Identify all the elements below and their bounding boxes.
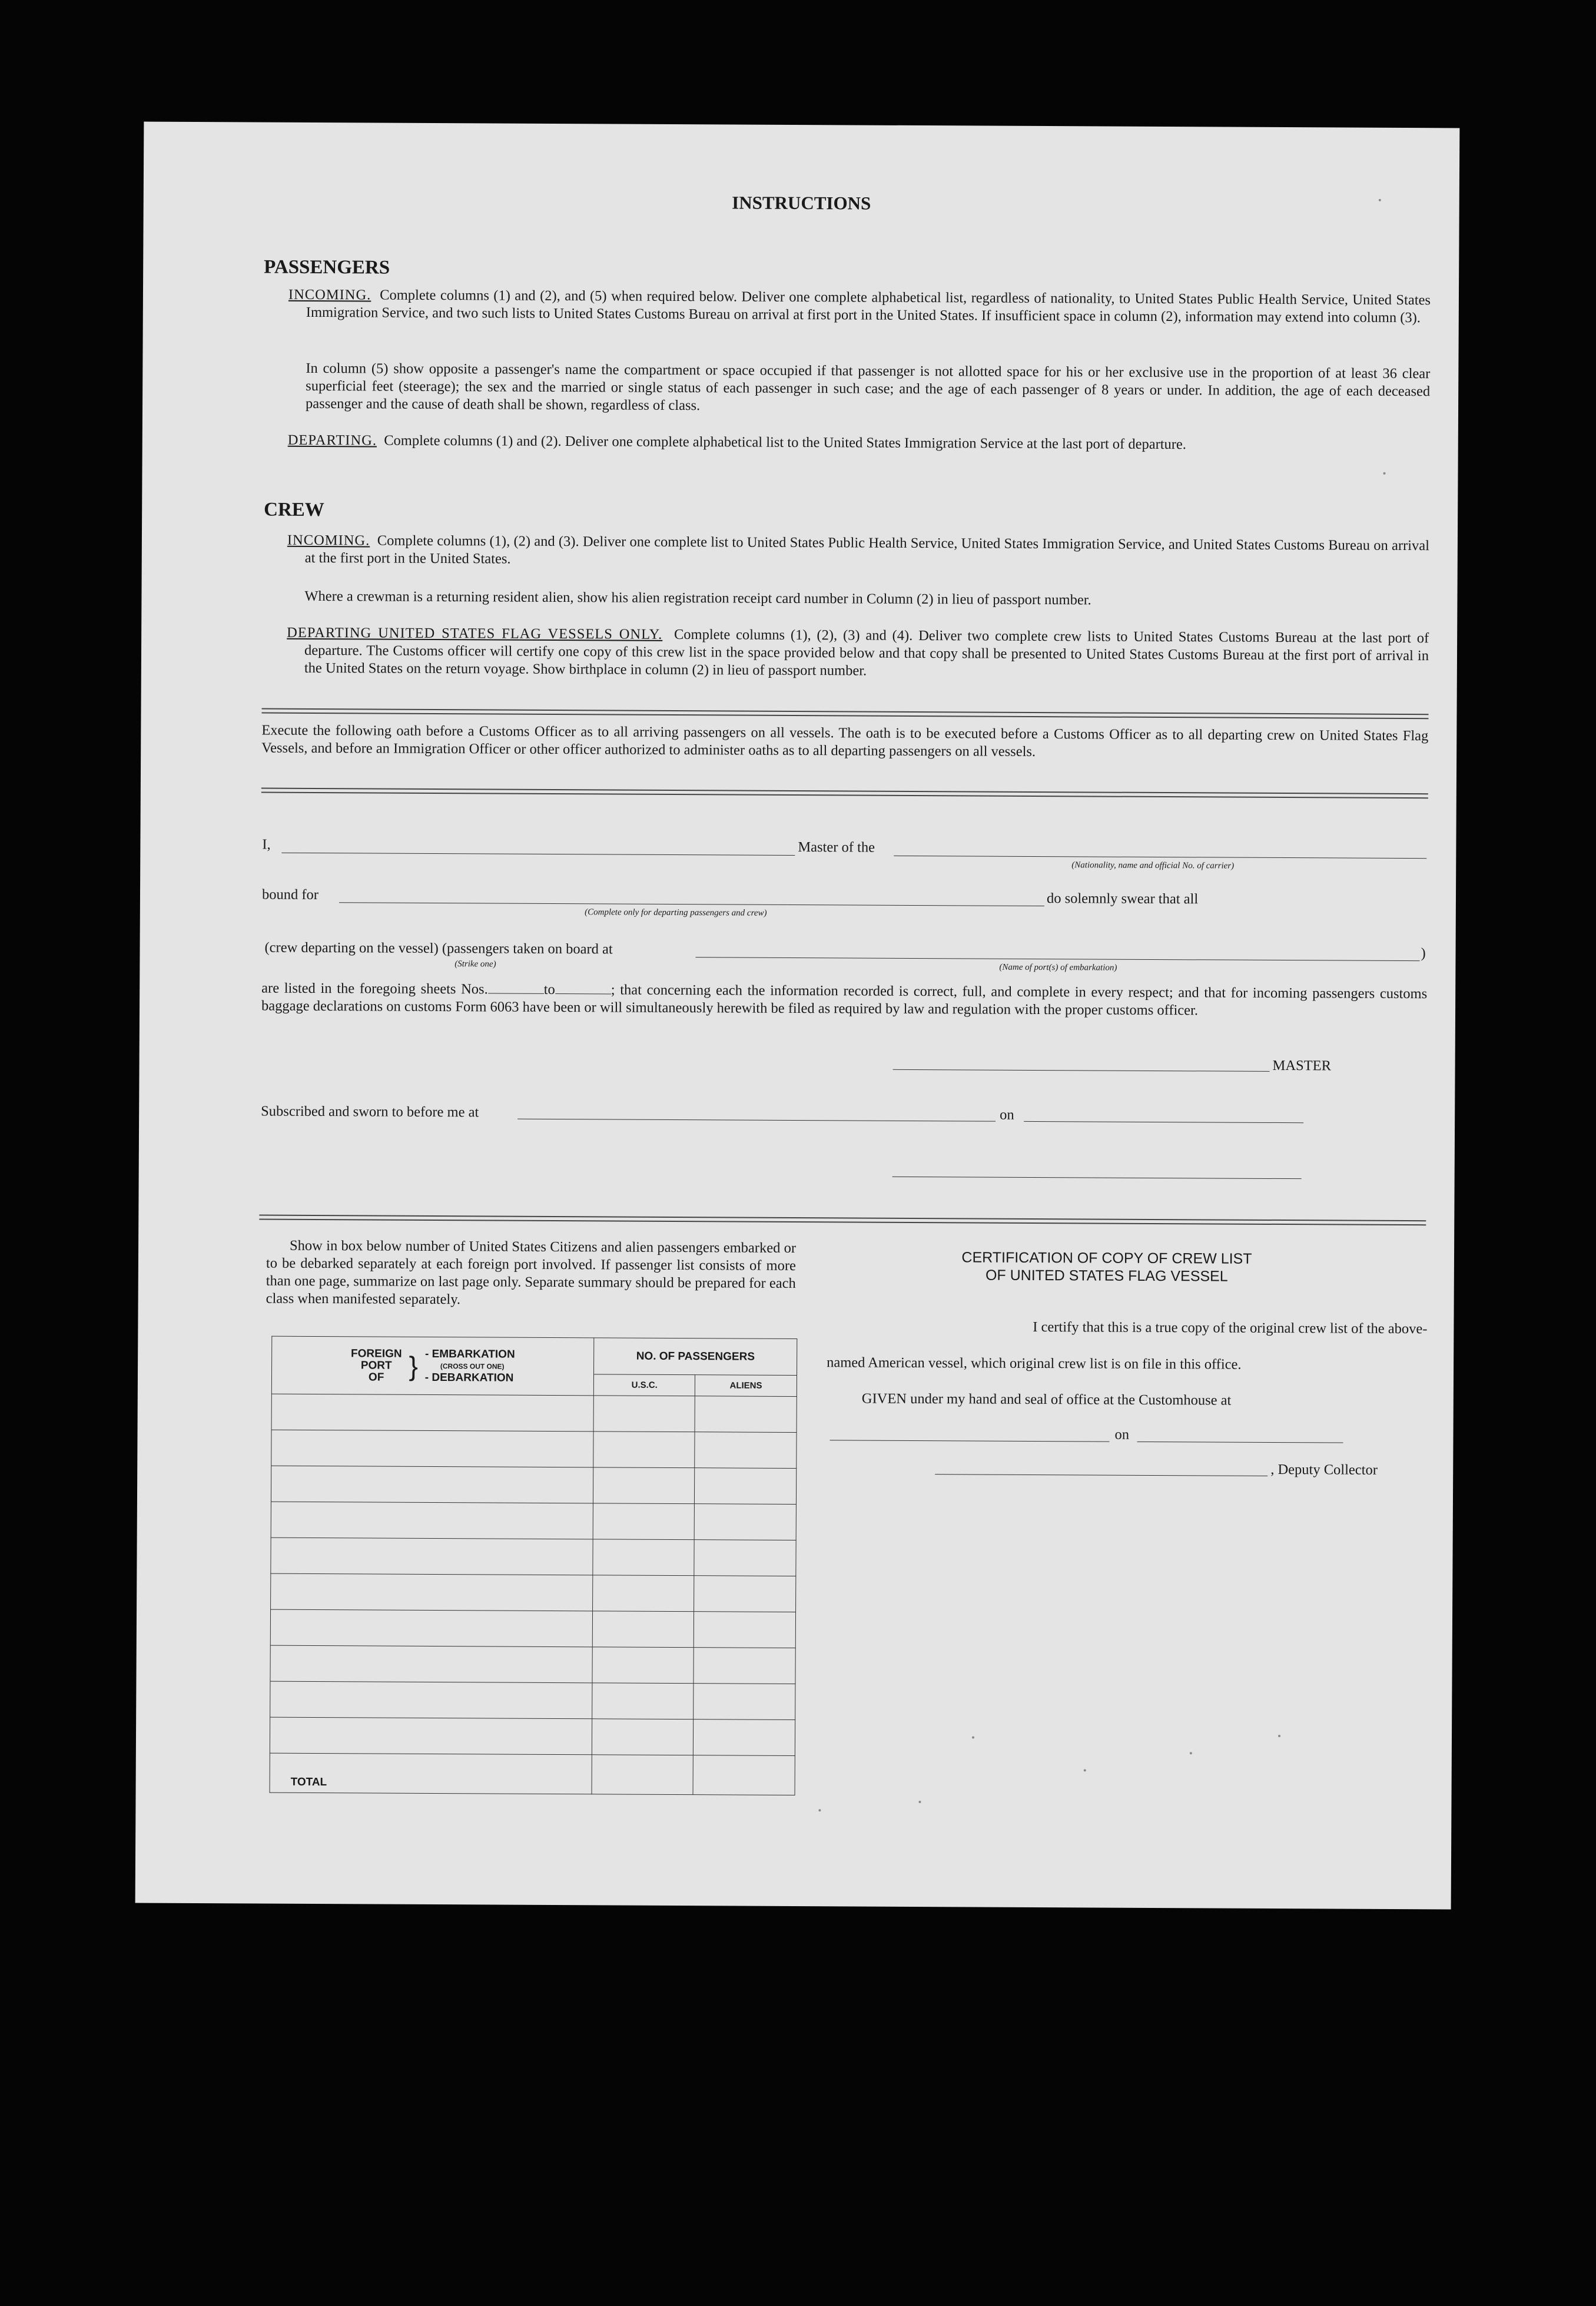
master-name-field[interactable]	[281, 853, 795, 856]
crew-resident-paragraph: Where a crewman is a returning resident alien, show his alien registration receipt card number in Column (2) in lieu of passport number.	[304, 588, 1091, 608]
usc-cell[interactable]	[592, 1719, 694, 1755]
port-column-header	[271, 1336, 594, 1396]
usc-cell[interactable]	[592, 1683, 694, 1719]
port-cell[interactable]	[271, 1394, 594, 1432]
vessel-field[interactable]	[894, 856, 1426, 859]
aliens-cell[interactable]	[694, 1684, 795, 1720]
aliens-cell[interactable]	[694, 1648, 795, 1684]
master-label: MASTER	[1272, 1057, 1332, 1074]
page-title: INSTRUCTIONS	[732, 192, 871, 214]
oath-intro: Execute the following oath before a Customs Officer as to all arriving passengers on all vessels. The oath is to be executed before a Customs Officer as to all departing crew on United States Flag Vessels, and before an Immigration Officer or other officer authorized to administer oaths as to all departing passengers on all vessels.	[261, 722, 1429, 760]
passengers-heading: PASSENGERS	[264, 256, 390, 279]
crew-departing-label-line: (crew departing on the vessel) (passengers taken on board at	[264, 939, 613, 957]
passengers-departing-label: DEPARTING.	[287, 432, 377, 449]
table-row	[271, 1466, 796, 1504]
crew-incoming-label: INCOMING.	[287, 532, 370, 549]
brace-icon: }	[409, 1350, 419, 1381]
double-rule	[259, 1215, 1426, 1226]
swear-label: do solemnly swear that all	[1046, 890, 1199, 907]
crew-incoming-paragraph	[287, 532, 1429, 572]
master-signature-field[interactable]	[893, 1069, 1270, 1072]
certification-title-line2: OF UNITED STATES FLAG VESSEL	[985, 1267, 1228, 1285]
debarkation-label: - DEBARKATION	[424, 1371, 514, 1384]
usc-cell[interactable]	[593, 1539, 694, 1576]
speck	[818, 1809, 821, 1811]
usc-cell[interactable]	[593, 1611, 694, 1648]
aliens-header: ALIENS	[695, 1375, 797, 1397]
passenger-summary-table	[270, 1336, 798, 1795]
bound-for-hint: (Complete only for departing passengers and crew)	[585, 907, 767, 918]
usc-cell[interactable]	[593, 1467, 695, 1504]
foreign-label: FOREIGN	[351, 1347, 402, 1360]
port-label: PORT	[360, 1359, 392, 1372]
speck	[1379, 199, 1381, 201]
usc-cell[interactable]	[593, 1503, 695, 1540]
given-line: GIVEN under my hand and seal of office at the Customhouse at	[861, 1390, 1232, 1409]
officer-signature-field[interactable]	[892, 1177, 1302, 1179]
sheets-to-label: to	[543, 981, 555, 998]
bound-for-field[interactable]	[339, 902, 1044, 906]
vessel-hint: (Nationality, name and official No. of carrier)	[1071, 860, 1235, 871]
aliens-cell[interactable]	[694, 1719, 795, 1756]
aliens-cell[interactable]	[694, 1576, 796, 1612]
no-passengers-header: NO. OF PASSENGERS	[594, 1338, 797, 1376]
port-cell[interactable]	[270, 1609, 593, 1647]
speck	[1084, 1769, 1086, 1771]
table-row	[270, 1645, 795, 1684]
form-sheet	[135, 122, 1460, 1910]
subscribed-label: Subscribed and sworn to before me at	[261, 1103, 479, 1121]
certification-title-line1: CERTIFICATION OF COPY OF CREW LIST	[961, 1249, 1252, 1267]
table-row	[270, 1609, 795, 1648]
sheet-from-field[interactable]	[488, 981, 544, 993]
crew-departing-label: DEPARTING UNITED STATES FLAG VESSELS ONLY.	[287, 624, 663, 642]
passengers-column5-paragraph: In column (5) show opposite a passenger's name the compartment or space occupied if that passenger is not allotted space for his or her exclusive use in the proportion of at least 36 clear superficial feet (steerage); the sex and the married or single status of each passenger in such case; and the age of each passenger of 8 years or under. In addition, the age of each deceased passenger and the cause of death shall be shown, regardless of class.	[306, 360, 1431, 414]
speck	[1190, 1752, 1192, 1754]
table-row	[270, 1681, 795, 1719]
aliens-cell[interactable]	[694, 1540, 796, 1576]
on-label: on	[1000, 1106, 1014, 1123]
table-row	[270, 1717, 795, 1755]
speck	[1383, 472, 1386, 475]
passengers-incoming-label: INCOMING.	[288, 286, 371, 303]
aliens-total-cell[interactable]	[693, 1755, 795, 1795]
usc-total-cell[interactable]	[592, 1755, 693, 1795]
table-row	[271, 1538, 796, 1576]
double-rule	[261, 708, 1428, 720]
speck	[1278, 1735, 1280, 1737]
oath-statement	[261, 980, 1427, 1021]
embarkation-label: - EMBARKATION	[424, 1347, 515, 1361]
passengers-incoming-text: Complete columns (1) and (2), and (5) when required below. Deliver one complete alphabetical list, regardless of nationality, to United States Public Health Service, United States Immigration Service, and two such lists to United States Customs Bureau on arrival at first port in the United States. If insufficient space in column (2), information may extend into column (3).	[306, 287, 1431, 326]
usc-cell[interactable]	[593, 1396, 695, 1432]
table-row	[271, 1573, 796, 1612]
of-label: OF	[368, 1370, 384, 1384]
port-cell[interactable]	[271, 1502, 593, 1539]
close-paren: )	[1421, 945, 1426, 962]
table-row	[271, 1394, 797, 1432]
passengers-departing-paragraph	[288, 432, 1430, 455]
passengers-incoming-paragraph	[288, 286, 1431, 327]
aliens-cell[interactable]	[694, 1504, 796, 1540]
crew-departing-text: Complete columns (1), (2), (3) and (4). Deliver two complete crew lists to United States Customs Bureau at the last port of departure. The Customs officer will certify one copy of this crew list in the space provided below and that copy shall be presented to United States Customs Bureau at the first port of arrival in the United States on the return voyage. Show birthplace in column (2) in lieu of passport number.	[304, 626, 1429, 679]
aliens-cell[interactable]	[694, 1612, 795, 1648]
double-rule	[261, 788, 1428, 799]
total-label: TOTAL	[270, 1753, 592, 1794]
usc-header: U.S.C.	[594, 1374, 695, 1396]
aliens-cell[interactable]	[695, 1396, 797, 1433]
bound-for-label: bound for	[261, 886, 319, 903]
summary-instructions: Show in box below number of United States Citizens and alien passengers embarked or to be debarked separately at each foreign port involved. If passenger list consists of more than one page, summarize on last page only. Separate summary should be prepared for each class when manifested separately.	[266, 1237, 797, 1308]
sheet-to-field[interactable]	[555, 982, 611, 994]
crew-departing-paragraph	[287, 624, 1429, 682]
deputy-collector-label: , Deputy Collector	[1270, 1461, 1378, 1478]
crew-incoming-text: Complete columns (1), (2) and (3). Deliver one complete list to United States Public Health Service, United States Immigration Service, and United States Customs Bureau on arrival at the first port in the United States.	[304, 532, 1429, 567]
table-row	[271, 1502, 796, 1540]
cross-out-label: (CROSS OUT ONE)	[440, 1361, 505, 1371]
certify-line1: I certify that this is a true copy of the original crew list of the above-	[1033, 1318, 1428, 1337]
cert-on-label: on	[1114, 1426, 1130, 1443]
usc-cell[interactable]	[592, 1647, 694, 1684]
sheets-label: are listed in the foregoing sheets Nos.	[261, 980, 488, 998]
statement-text: ; that concerning each the information recorded is correct, full, and complete in every respect; and that for incoming passengers customs baggage declarations on customs Form 6063 have been or will simultaneously herewith be filed as required by law and regulation with the proper customs officer.	[261, 982, 1428, 1019]
speck	[972, 1736, 974, 1738]
sworn-place-field[interactable]	[517, 1119, 996, 1122]
certify-line2: named American vessel, which original crew list is on file in this office.	[827, 1354, 1242, 1373]
port-cell[interactable]	[271, 1466, 593, 1503]
port-cell[interactable]	[270, 1717, 592, 1755]
sworn-date-field[interactable]	[1024, 1121, 1303, 1123]
aliens-cell[interactable]	[695, 1432, 797, 1469]
deputy-signature-field[interactable]	[935, 1474, 1267, 1476]
table-row	[271, 1430, 797, 1468]
customhouse-field[interactable]	[829, 1440, 1109, 1442]
oath-i-label: I,	[262, 836, 271, 853]
aliens-cell[interactable]	[695, 1468, 797, 1505]
total-row	[270, 1753, 795, 1795]
embarkation-port-field[interactable]	[695, 957, 1419, 961]
port-cell[interactable]	[271, 1573, 593, 1611]
usc-cell[interactable]	[593, 1575, 694, 1612]
usc-cell[interactable]	[593, 1432, 695, 1468]
crew-heading: CREW	[264, 499, 324, 521]
port-cell[interactable]	[270, 1645, 593, 1683]
speck	[918, 1801, 921, 1803]
port-cell[interactable]	[271, 1430, 594, 1467]
cert-date-field[interactable]	[1137, 1442, 1343, 1443]
port-cell[interactable]	[270, 1681, 593, 1719]
master-of-label: Master of the	[798, 839, 875, 856]
strike-hint: (Strike one)	[454, 959, 496, 969]
port-cell[interactable]	[271, 1538, 593, 1575]
certification-title	[886, 1248, 1328, 1286]
port-hint: (Name of port(s) of embarkation)	[999, 962, 1117, 973]
passengers-departing-text: Complete columns (1) and (2). Deliver one complete alphabetical list to the United States Immigration Service at the last port of departure.	[384, 432, 1187, 453]
